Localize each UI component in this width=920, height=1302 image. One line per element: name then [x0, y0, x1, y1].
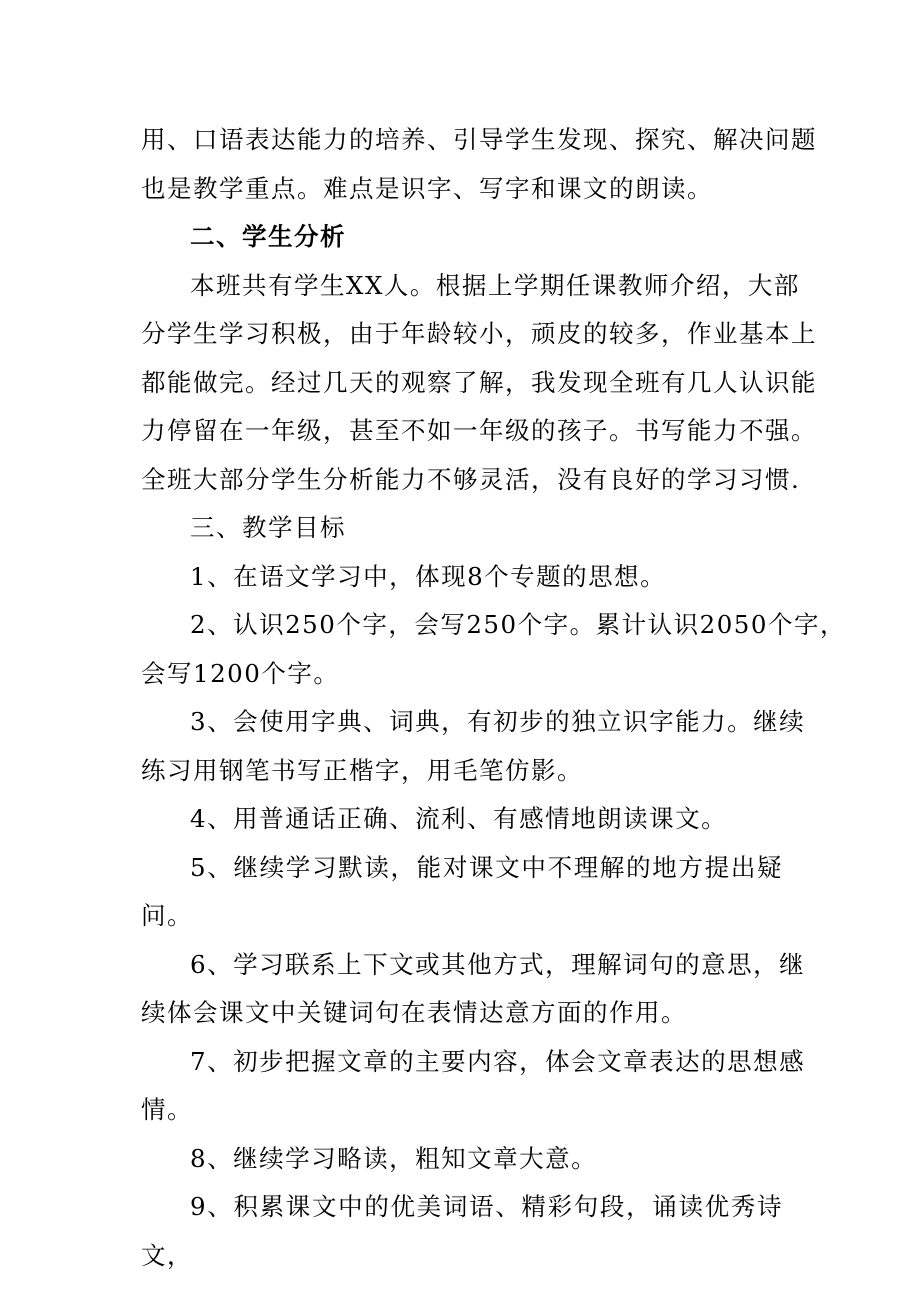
text-line: 情。 [141, 1095, 193, 1124]
text-line: 全班大部分学生分析能力不够灵活，没有良好的学习习惯. [141, 464, 801, 494]
text-line: 8、继续学习略读，粗知文章大意。 [190, 1143, 598, 1173]
text-line: 续体会课文中关键词句在表情达意方面的作用。 [141, 998, 687, 1027]
text-line: 4、用普通话正确、流利、有感情地朗读课文。 [190, 804, 728, 833]
text-line: 也是教学重点。难点是识字、写字和课文的朗读。 [141, 173, 713, 203]
heading-text: 三、教学目标 [190, 513, 346, 542]
text-line: 本班共有学生XX人。根据上学期任课教师介绍，大部 [190, 270, 800, 300]
text-line: 会写1200个字。 [141, 658, 340, 688]
goal-item-1 [141, 553, 783, 602]
text-line: 都能做完。经过几天的观察了解，我发现全班有几人认识能 [141, 367, 817, 397]
text-line: 7、初步把握文章的主要内容，体会文章表达的思想感 [190, 1046, 806, 1076]
text-line: 分学生学习积极，由于年龄较小，顽皮的较多，作业基本上 [141, 319, 817, 348]
goal-item-3 [141, 698, 806, 795]
section-heading-teaching-goals [141, 504, 783, 553]
goal-item-5 [141, 844, 783, 941]
heading-text: 二、学生分析 [190, 222, 346, 251]
text-line: 1、在语文学习中，体现8个专题的思想。 [190, 561, 667, 591]
goal-item-7 [141, 1038, 806, 1135]
text-line: 练习用钢笔书写正楷字，用毛笔仿影。 [141, 755, 583, 785]
text-line: 3、会使用字典、词典，有初步的独立识字能力。继续 [190, 707, 806, 736]
text-line: 9、积累课文中的优美词语、精彩句段，诵读优秀诗文， [141, 1192, 783, 1270]
text-line: 2、认识250个字，会写250个字。累计认识2050个字， [190, 610, 846, 639]
paragraph-student-analysis [141, 262, 817, 505]
paragraph-continuation [141, 116, 817, 213]
goal-item-6 [141, 941, 806, 1038]
goal-item-2 [141, 601, 846, 698]
text-line: 5、继续学习默读，能对课文中不理解的地方提出疑问。 [141, 852, 783, 930]
text-line: 用、口语表达能力的培养、引导学生发现、探究、解决问题 [141, 125, 817, 154]
goal-item-9 [141, 1183, 783, 1280]
section-heading-student-analysis [141, 213, 783, 262]
goal-item-8 [141, 1135, 783, 1184]
text-line: 6、学习联系上下文或其他方式，理解词句的意思，继 [190, 949, 806, 979]
goal-item-4 [141, 795, 783, 844]
document-body [141, 116, 846, 1280]
text-line: 力停留在一年级，甚至不如一年级的孩子。书写能力不强。 [141, 416, 817, 445]
